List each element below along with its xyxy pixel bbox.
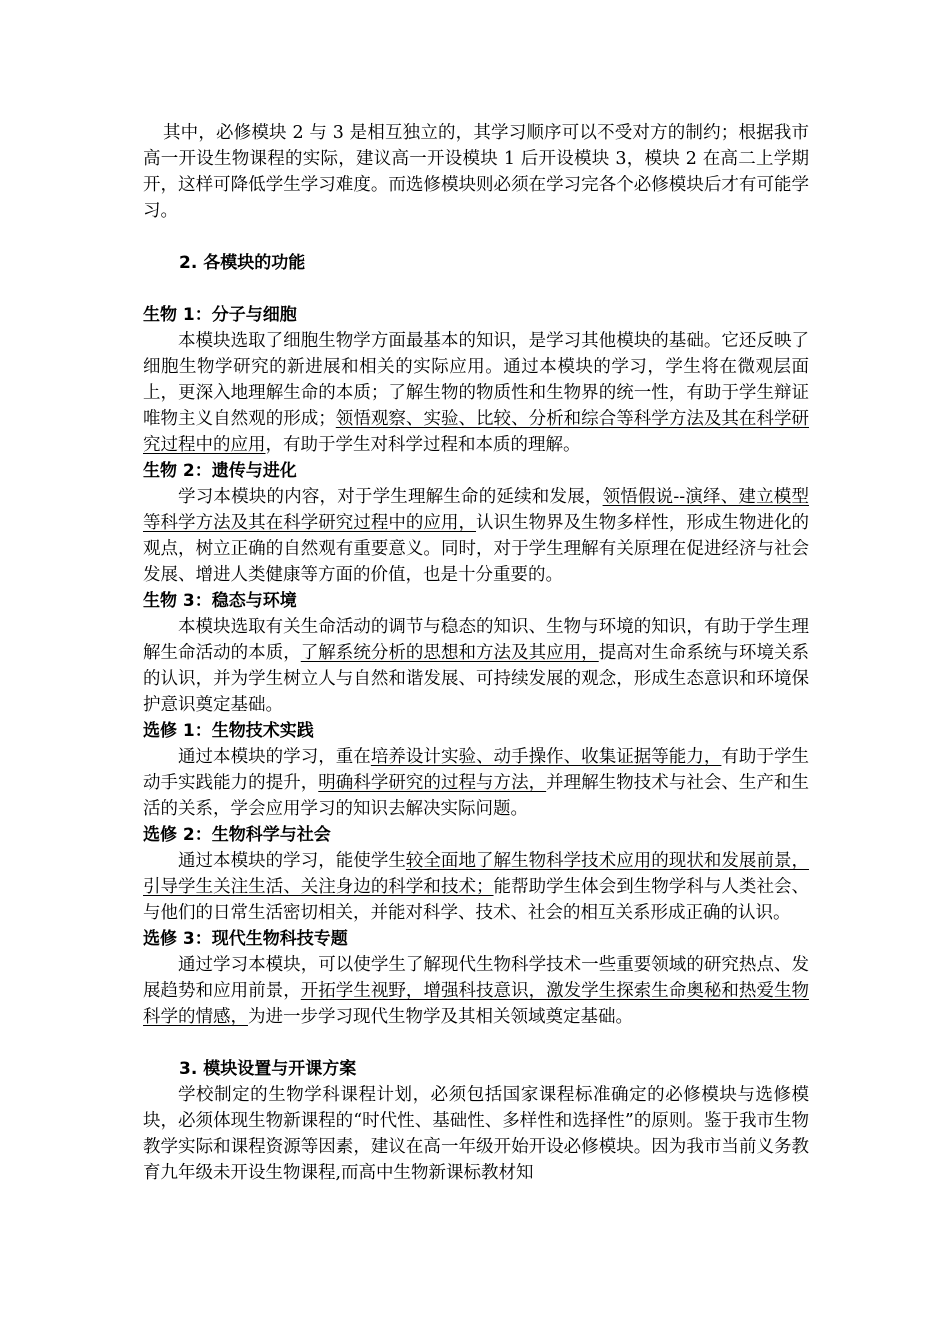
underlined-phrase: 领悟观察、实验、比较、分析和综合等科学方法及其在科学研究过程中的应用: [143, 409, 810, 455]
module-1-text: 本模块选取了细胞生物学方面最基本的知识，是学习其他模块的基础。它还反映了细胞生物学研究的新进展和相关的实际应用。通过本模块的学习，学生将在微观层面上，更深入地理解生命的本质；了解生物的物质性和生物界的统一性，有助于学生辩证唯物主义自然观的形成；领悟观察、实验、比较、分析和综合等科学方法及其在科学研究过程中的应用，有助于学生对科学过程和本质的理解。: [143, 331, 810, 455]
module-3-title: 生物 3：稳态与环境: [143, 591, 297, 611]
section-2-heading: 2. 各模块的功能: [179, 253, 306, 273]
section-3-text: 学校制定的生物学科课程计划，必须包括国家课程标准确定的必修模块与选修模块，必须体现生物新课程的“时代性、基础性、多样性和选择性”的原则。鉴于我市生物教学实际和课程资源等因素，建议在高一年级开始开设必修模块。因为我市当前义务教育九年级未开设生物课程,而高中生物新课标教材知: [143, 1085, 809, 1183]
underlined-phrase: 较全面地了解生物科学技术应用的现状和发展前景，引导学生关注生活、关注身边的科学和技术；: [143, 851, 810, 897]
underlined-phrase: 培养设计实验、动手操作、收集证据等能力，: [370, 747, 722, 767]
document-page: [143, 120, 809, 1186]
elective-2-title: 选修 2：生物科学与社会: [143, 825, 331, 845]
elective-1-text: 通过本模块的学习，重在培养设计实验、动手操作、收集证据等能力，有助于学生动手实践能力的提升，明确科学研究的过程与方法，并理解生物技术与社会、生产和生活的关系，学会应用学习的知识去解决实际问题。: [143, 747, 810, 819]
elective-3-text: 通过学习本模块，可以使学生了解现代生物科学技术一些重要领域的研究热点、发展趋势和应用前景，开拓学生视野，增强科技意识，激发学生探索生命奥秘和热爱生物科学的情感，为进一步学习现代生物学及其相关领域奠定基础。: [143, 955, 810, 1027]
module-1-title: 生物 1：分子与细胞: [143, 305, 297, 325]
elective-2-text: 通过本模块的学习，能使学生较全面地了解生物科学技术应用的现状和发展前景，引导学生关注生活、关注身边的科学和技术；能帮助学生体会到生物学科与人类社会、与他们的日常生活密切相关，并能对科学、技术、社会的相互关系形成正确的认识。: [143, 851, 810, 923]
module-2-title: 生物 2：遗传与进化: [143, 461, 297, 481]
intro-paragraph: 其中，必修模块 2 与 3 是相互独立的，其学习顺序可以不受对方的制约；根据我市高一开设生物课程的实际，建议高一开设模块 1 后开设模块 3，模块 2 在高二上学期开，这样可降低学生学习难度。而选修模块则必须在学习完各个必修模块后才有可能学习。: [143, 123, 809, 221]
underlined-phrase: 领悟假说--演绎、建立模型等科学方法及其在科学研究过程中的应用，: [143, 487, 810, 533]
section-3-heading: 3. 模块设置与开课方案: [179, 1059, 357, 1079]
underlined-phrase: 明确科学研究的过程与方法，: [318, 773, 547, 793]
elective-3-title: 选修 3：现代生物科技专题: [143, 929, 348, 949]
module-2-text: 学习本模块的内容，对于学生理解生命的延续和发展，领悟假说--演绎、建立模型等科学方法及其在科学研究过程中的应用，认识生物界及生物多样性，形成生物进化的观点，树立正确的自然观有重要意义。同时，对于学生理解有关原理在促进经济与社会发展、增进人类健康等方面的价值，也是十分重要的。: [143, 487, 810, 585]
underlined-phrase: 了解系统分析的思想和方法及其应用，: [300, 643, 599, 663]
module-3-text: 本模块选取有关生命活动的调节与稳态的知识、生物与环境的知识，有助于学生理解生命活动的本质，了解系统分析的思想和方法及其应用，提高对生命系统与环境关系的认识，并为学生树立人与自然和谐发展、可持续发展的观念，形成生态意识和环境保护意识奠定基础。: [143, 617, 810, 715]
underlined-phrase: 开拓学生视野，增强科技意识，激发学生探索生命奥秘和热爱生物科学的情感，: [143, 981, 810, 1027]
elective-1-title: 选修 1：生物技术实践: [143, 721, 314, 741]
